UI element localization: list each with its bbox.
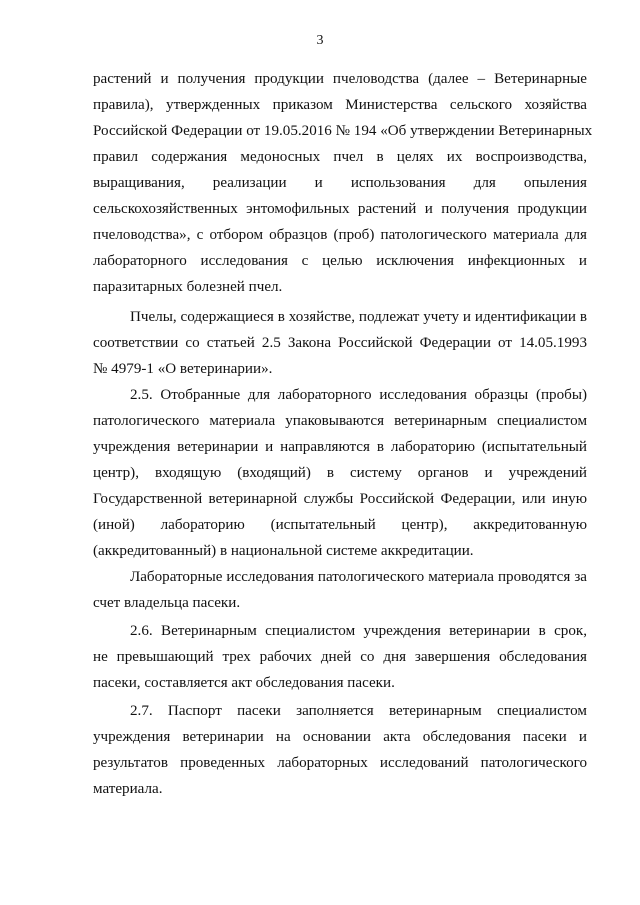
text-line: Лабораторные исследования патологического материала проводятся за xyxy=(130,569,587,585)
text-line: Российской Федерации от 19.05.2016 № 194 «Об утверждении Ветеринарных xyxy=(93,123,593,139)
text-line: 2.5. Отобранные для лабораторного исследования образцы (пробы) xyxy=(130,387,587,403)
text-line: № 4979-1 «О ветеринарии». xyxy=(93,361,273,377)
text-line: лабораторного исследования с целью исключения инфекционных и xyxy=(93,253,587,269)
text-line: (иной) лабораторию (испытательный центр), аккредитованную xyxy=(93,517,587,533)
text-line: центр), входящую (входящий) в систему органов и учреждений xyxy=(93,465,587,481)
text-line: пасеки, составляется акт обследования пасеки. xyxy=(93,675,395,691)
text-line: учреждения ветеринарии на основании акта обследования пасеки и xyxy=(93,729,587,745)
text-line: выращивания, реализации и использования для опыления xyxy=(93,175,587,191)
text-line: пчеловодства», с отбором образцов (проб) патологического материала для xyxy=(93,227,587,243)
text-line: правил содержания медоносных пчел в целях их воспроизводства, xyxy=(93,149,587,165)
text-line: материала. xyxy=(93,781,163,797)
text-line: сельскохозяйственных энтомофильных растений и получения продукции xyxy=(93,201,587,217)
page-number: 3 xyxy=(316,33,324,48)
text-line: результатов проведенных лабораторных исследований патологического xyxy=(93,755,587,771)
text-line: учреждения ветеринарии и направляются в лабораторию (испытательный xyxy=(93,439,587,455)
text-line: не превышающий трех рабочих дней со дня завершения обследования xyxy=(93,649,587,665)
text-line: Государственной ветеринарной службы Российской Федерации, или иную xyxy=(93,491,587,507)
text-line: паразитарных болезней пчел. xyxy=(93,279,283,295)
text-line: патологического материала упаковываются ветеринарным специалистом xyxy=(93,413,587,429)
text-line: соответствии со статьей 2.5 Закона Российской Федерации от 14.05.1993 xyxy=(93,335,587,351)
text-line: правила), утвержденных приказом Министерства сельского хозяйства xyxy=(93,97,587,113)
text-line: 2.6. Ветеринарным специалистом учреждения ветеринарии в срок, xyxy=(130,623,587,639)
text-line: 2.7. Паспорт пасеки заполняется ветеринарным специалистом xyxy=(130,703,587,719)
text-line: Пчелы, содержащиеся в хозяйстве, подлежат учету и идентификации в xyxy=(130,309,587,325)
text-line: растений и получения продукции пчеловодства (далее – Ветеринарные xyxy=(93,71,587,87)
text-line: (аккредитованный) в национальной системе аккредитации. xyxy=(93,543,474,559)
text-line: счет владельца пасеки. xyxy=(93,595,241,611)
